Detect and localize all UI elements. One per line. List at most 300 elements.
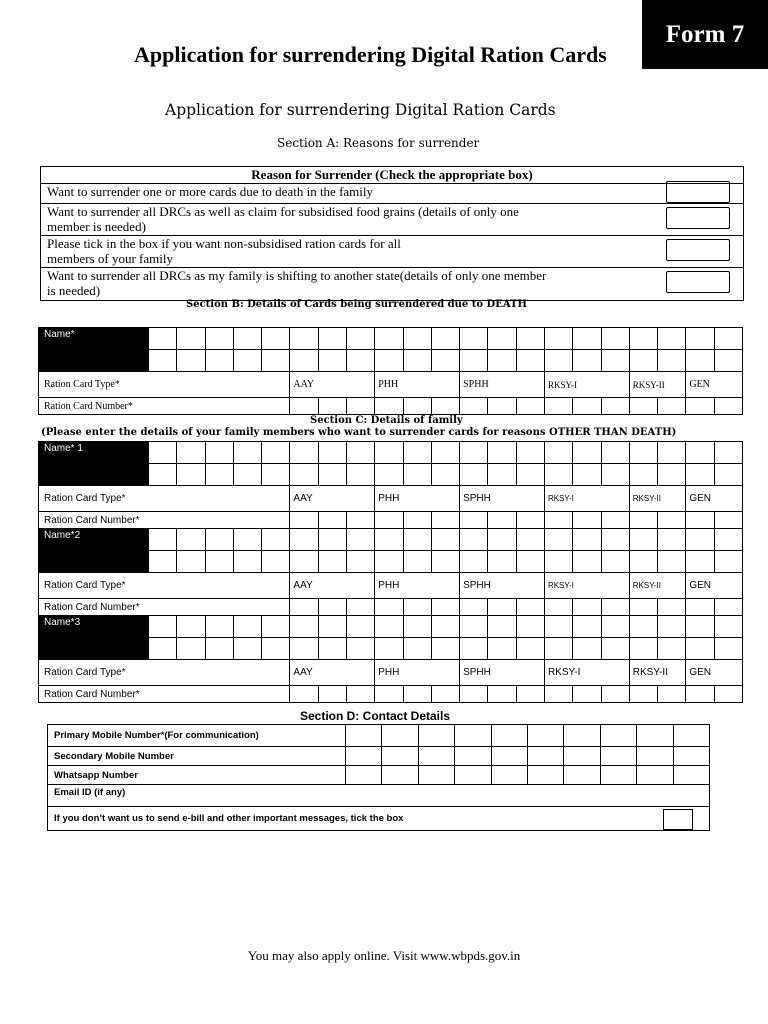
name-char-box[interactable] [149,350,177,372]
card-number-box[interactable] [658,686,686,703]
card-number-box[interactable] [290,512,318,529]
card-number-box[interactable] [375,512,403,529]
footer-note: You may also apply online. Visit www.wbpds.gov.in [247,948,521,963]
name-char-box[interactable] [714,638,742,660]
card-number-box[interactable] [375,599,403,616]
name-char-box[interactable] [629,529,657,551]
card-number-box[interactable] [516,686,544,703]
name-char-box[interactable] [149,464,177,486]
name-char-box[interactable] [403,350,431,372]
whatsapp-digit-box[interactable] [346,766,382,785]
mobile-digit-box[interactable] [637,747,673,766]
card-number-box[interactable] [290,686,318,703]
name-char-box[interactable] [714,442,742,464]
mobile-digit-box[interactable] [418,747,454,766]
card-number-box[interactable] [629,512,657,529]
name-char-box[interactable] [544,328,572,350]
name-char-box[interactable] [205,464,233,486]
card-type-option-phh[interactable]: PHH [375,573,460,599]
card-number-box[interactable] [403,686,431,703]
name-char-box[interactable] [177,638,205,660]
name-char-box[interactable] [714,616,742,638]
name-char-box[interactable] [686,616,714,638]
mobile-digit-box[interactable] [564,747,600,766]
card-number-box[interactable] [431,512,459,529]
ebill-optout-checkbox[interactable] [663,809,693,830]
death-card-table [38,327,743,415]
name-char-box[interactable] [686,442,714,464]
mobile-digit-box[interactable] [382,747,418,766]
card-type-option-sphh[interactable]: SPHH [460,660,545,686]
name-char-box[interactable] [629,638,657,660]
name-char-box[interactable] [177,616,205,638]
name-char-box[interactable] [375,551,403,573]
name-char-box[interactable] [658,638,686,660]
whatsapp-digit-box[interactable] [382,766,418,785]
name-char-box[interactable] [290,350,318,372]
name-char-box[interactable] [149,328,177,350]
card-number-box[interactable] [516,398,544,415]
card-type-option-rksy-i[interactable]: RKSY-I [544,573,629,599]
name-char-box[interactable] [431,328,459,350]
card-number-box[interactable] [431,686,459,703]
card-type-option-gen[interactable]: GEN [686,660,743,686]
name-char-box[interactable] [629,328,657,350]
name-char-box[interactable] [375,638,403,660]
card-number-box[interactable] [346,599,374,616]
name-char-box[interactable] [346,616,374,638]
name-char-box[interactable] [488,529,516,551]
name-char-box[interactable] [290,442,318,464]
card-type-option-aay[interactable]: AAY [290,372,375,398]
name-char-box[interactable] [149,551,177,573]
card-type-option-rksy-i[interactable]: RKSY-I [544,660,629,686]
card-type-option-sphh[interactable]: SPHH [460,486,545,512]
name-char-box[interactable] [686,350,714,372]
card-number-box[interactable] [488,686,516,703]
card-type-option-gen[interactable]: GEN [686,372,743,398]
name-char-box[interactable] [262,616,290,638]
card-number-box[interactable] [686,686,714,703]
card-number-box[interactable] [714,599,742,616]
name-char-box[interactable] [629,551,657,573]
card-number-box[interactable] [290,398,318,415]
card-number-box[interactable] [544,398,572,415]
card-number-box[interactable] [290,599,318,616]
card-type-option-phh[interactable]: PHH [375,372,460,398]
name-char-box[interactable] [601,638,629,660]
name-char-box[interactable] [346,551,374,573]
name-char-box[interactable] [431,638,459,660]
name-char-box[interactable] [346,350,374,372]
name-char-box[interactable] [233,638,261,660]
name-char-box[interactable] [629,464,657,486]
name-char-box[interactable] [431,616,459,638]
name-char-box[interactable] [290,638,318,660]
name-char-box[interactable] [318,616,346,638]
card-number-box[interactable] [714,686,742,703]
name-char-box[interactable] [233,328,261,350]
member-card-number-label: Ration Card Number* [39,686,290,703]
mobile-digit-box[interactable] [673,725,709,747]
card-number-box[interactable] [601,686,629,703]
name-char-box[interactable] [375,328,403,350]
card-type-option-rksy-i[interactable]: RKSY-I [544,372,629,398]
mobile-digit-box[interactable] [382,725,418,747]
card-number-box[interactable] [431,398,459,415]
card-type-option-phh[interactable]: PHH [375,660,460,686]
card-number-box[interactable] [318,686,346,703]
card-number-box[interactable] [318,398,346,415]
name-char-box[interactable] [403,551,431,573]
card-type-option-rksy-i[interactable]: RKSY-I [544,486,629,512]
name-char-box[interactable] [573,442,601,464]
name-char-box[interactable] [177,328,205,350]
card-number-box[interactable] [629,398,657,415]
name-char-box[interactable] [544,350,572,372]
name-char-box[interactable] [686,328,714,350]
name-char-box[interactable] [177,464,205,486]
card-number-box[interactable] [686,512,714,529]
name-char-box[interactable] [516,328,544,350]
name-char-box[interactable] [686,529,714,551]
name-char-box[interactable] [488,616,516,638]
name-char-box[interactable] [346,638,374,660]
form-number-badge [642,0,768,69]
name-char-box[interactable] [177,551,205,573]
name-char-box[interactable] [601,529,629,551]
name-char-box[interactable] [233,551,261,573]
card-number-box[interactable] [544,686,572,703]
reason-checkbox-non-subsidised[interactable] [666,239,730,261]
name-char-box[interactable] [629,350,657,372]
name-char-box[interactable] [460,551,488,573]
name-char-box[interactable] [262,442,290,464]
mobile-digit-box[interactable] [346,747,382,766]
name-char-box[interactable] [516,638,544,660]
mobile-digit-box[interactable] [673,747,709,766]
mobile-digit-box[interactable] [527,725,563,747]
name-char-box[interactable] [262,638,290,660]
mobile-digit-box[interactable] [491,747,527,766]
name-char-box[interactable] [488,350,516,372]
whatsapp-digit-box[interactable] [455,766,491,785]
name-char-box[interactable] [488,464,516,486]
name-char-box[interactable] [601,442,629,464]
card-number-box[interactable] [658,512,686,529]
card-number-box[interactable] [346,686,374,703]
name-char-box[interactable] [658,551,686,573]
name-char-box[interactable] [488,551,516,573]
card-number-box[interactable] [714,398,742,415]
card-number-box[interactable] [375,398,403,415]
name-char-box[interactable] [177,442,205,464]
mobile-digit-box[interactable] [491,725,527,747]
name-char-box[interactable] [375,442,403,464]
name-char-box[interactable] [544,464,572,486]
name-char-box[interactable] [544,529,572,551]
card-number-box[interactable] [629,686,657,703]
name-char-box[interactable] [714,551,742,573]
card-number-box[interactable] [686,599,714,616]
name-char-box[interactable] [318,464,346,486]
name-char-box[interactable] [460,442,488,464]
name-char-box[interactable] [516,442,544,464]
card-number-box[interactable] [573,599,601,616]
name-char-box[interactable] [177,350,205,372]
name-char-box[interactable] [658,442,686,464]
card-number-box[interactable] [714,512,742,529]
name-char-box[interactable] [403,328,431,350]
name-char-box[interactable] [516,350,544,372]
name-char-box[interactable] [573,529,601,551]
card-number-box[interactable] [544,599,572,616]
name-char-box[interactable] [290,328,318,350]
name-char-box[interactable] [431,551,459,573]
name-char-box[interactable] [544,442,572,464]
name-char-box[interactable] [205,638,233,660]
mobile-digit-box[interactable] [455,747,491,766]
name-char-box[interactable] [601,464,629,486]
card-number-box[interactable] [601,398,629,415]
name-char-box[interactable] [290,551,318,573]
name-char-box[interactable] [149,529,177,551]
name-char-box[interactable] [516,529,544,551]
name-char-box[interactable] [460,328,488,350]
whatsapp-digit-box[interactable] [564,766,600,785]
name-char-box[interactable] [262,464,290,486]
name-char-box[interactable] [686,464,714,486]
card-type-option-sphh[interactable]: SPHH [460,372,545,398]
name-char-box[interactable] [346,464,374,486]
name-char-box[interactable] [205,350,233,372]
card-number-box[interactable] [460,686,488,703]
name-char-box[interactable] [431,350,459,372]
card-number-box[interactable] [403,599,431,616]
card-number-box[interactable] [346,512,374,529]
name-char-box[interactable] [403,638,431,660]
name-char-box[interactable] [262,350,290,372]
name-char-box[interactable] [516,464,544,486]
card-number-box[interactable] [460,599,488,616]
name-char-box[interactable] [205,328,233,350]
name-char-box[interactable] [686,638,714,660]
name-char-box[interactable] [346,442,374,464]
reason-row-surrender-all [41,204,743,236]
card-type-option-aay[interactable]: AAY [290,660,375,686]
card-type-option-rksy-ii[interactable]: RKSY-II [629,660,686,686]
card-type-option-rksy-ii[interactable]: RKSY-II [629,372,686,398]
name-char-box[interactable] [629,616,657,638]
contact-table [47,724,710,831]
name-char-box[interactable] [488,328,516,350]
whatsapp-digit-box[interactable] [637,766,673,785]
name-char-box[interactable] [460,464,488,486]
form-number: Form 7 [665,20,745,48]
mobile-digit-box[interactable] [346,725,382,747]
name-char-box[interactable] [233,464,261,486]
reason-checkbox-surrender-all[interactable] [666,207,730,229]
name-char-box[interactable] [658,328,686,350]
member-card-type-label: Ration Card Type* [39,660,290,686]
name-char-box[interactable] [375,350,403,372]
name-char-box[interactable] [516,616,544,638]
card-number-box[interactable] [601,512,629,529]
reason-checkbox-death[interactable] [666,181,730,203]
name-char-box[interactable] [318,551,346,573]
name-char-box[interactable] [318,638,346,660]
card-type-option-aay[interactable]: AAY [290,486,375,512]
card-type-option-rksy-ii[interactable]: RKSY-II [629,486,686,512]
name-char-box[interactable] [375,464,403,486]
card-number-box[interactable] [573,512,601,529]
name-char-box[interactable] [658,464,686,486]
name-char-box[interactable] [714,529,742,551]
name-char-box[interactable] [686,551,714,573]
card-number-box[interactable] [544,512,572,529]
name-char-box[interactable] [601,551,629,573]
name-char-box[interactable] [233,529,261,551]
whatsapp-digit-box[interactable] [527,766,563,785]
card-number-box[interactable] [516,599,544,616]
name-char-box[interactable] [601,328,629,350]
card-number-box[interactable] [318,599,346,616]
name-char-box[interactable] [290,464,318,486]
email-field[interactable] [48,785,710,807]
card-number-box[interactable] [658,599,686,616]
name-char-box[interactable] [149,616,177,638]
card-number-box[interactable] [318,512,346,529]
card-type-option-gen[interactable]: GEN [686,486,743,512]
name-char-box[interactable] [318,328,346,350]
card-type-option-aay[interactable]: AAY [290,573,375,599]
card-number-box[interactable] [488,398,516,415]
name-char-box[interactable] [488,442,516,464]
name-char-box[interactable] [714,350,742,372]
name-char-box[interactable] [658,350,686,372]
whatsapp-digit-box[interactable] [491,766,527,785]
card-number-box[interactable] [488,512,516,529]
name-char-box[interactable] [573,616,601,638]
name-char-box[interactable] [460,529,488,551]
name-char-box[interactable] [149,442,177,464]
name-char-box[interactable] [573,350,601,372]
card-type-option-gen[interactable]: GEN [686,573,743,599]
name-char-box[interactable] [403,442,431,464]
mobile-digit-box[interactable] [527,747,563,766]
card-number-box[interactable] [629,599,657,616]
name-char-box[interactable] [431,464,459,486]
card-type-option-rksy-ii[interactable]: RKSY-II [629,573,686,599]
name-char-box[interactable] [290,529,318,551]
name-char-box[interactable] [290,616,318,638]
name-char-box[interactable] [544,616,572,638]
mobile-digit-box[interactable] [637,725,673,747]
name-char-box[interactable] [318,350,346,372]
name-char-box[interactable] [573,551,601,573]
name-char-box[interactable] [544,638,572,660]
card-number-box[interactable] [488,599,516,616]
name-char-box[interactable] [233,616,261,638]
name-char-box[interactable] [460,350,488,372]
card-number-box[interactable] [686,398,714,415]
name-char-box[interactable] [488,638,516,660]
name-char-box[interactable] [460,616,488,638]
name-char-box[interactable] [431,529,459,551]
mobile-digit-box[interactable] [600,725,636,747]
name-char-box[interactable] [516,551,544,573]
name-char-box[interactable] [262,328,290,350]
name-char-box[interactable] [318,529,346,551]
card-number-box[interactable] [460,398,488,415]
card-number-box[interactable] [375,686,403,703]
name-char-box[interactable] [375,616,403,638]
name-char-box[interactable] [262,551,290,573]
name-char-box[interactable] [658,529,686,551]
name-char-box[interactable] [233,350,261,372]
name-char-box[interactable] [544,551,572,573]
name-char-box[interactable] [205,529,233,551]
name-char-box[interactable] [601,616,629,638]
name-char-box[interactable] [403,616,431,638]
card-number-box[interactable] [403,398,431,415]
name-char-box[interactable] [573,464,601,486]
name-char-box[interactable] [375,529,403,551]
name-char-box[interactable] [262,529,290,551]
mobile-digit-box[interactable] [418,725,454,747]
name-char-box[interactable] [601,350,629,372]
card-number-box[interactable] [658,398,686,415]
card-number-box[interactable] [431,599,459,616]
card-type-option-sphh[interactable]: SPHH [460,573,545,599]
mobile-digit-box[interactable] [455,725,491,747]
card-number-box[interactable] [516,512,544,529]
name-char-box[interactable] [714,328,742,350]
name-char-box[interactable] [205,442,233,464]
card-number-box[interactable] [403,512,431,529]
name-char-box[interactable] [573,638,601,660]
mobile-digit-box[interactable] [600,747,636,766]
name-char-box[interactable] [205,616,233,638]
name-char-box[interactable] [431,442,459,464]
name-char-box[interactable] [629,442,657,464]
whatsapp-digit-box[interactable] [600,766,636,785]
whatsapp-digit-box[interactable] [418,766,454,785]
name-char-box[interactable] [714,464,742,486]
name-char-box[interactable] [403,464,431,486]
name-char-box[interactable] [318,442,346,464]
reason-checkbox-shifting[interactable] [666,271,730,293]
name-char-box[interactable] [346,529,374,551]
card-number-box[interactable] [346,398,374,415]
mobile-digit-box[interactable] [564,725,600,747]
name-char-box[interactable] [205,551,233,573]
name-char-box[interactable] [658,616,686,638]
name-char-box[interactable] [460,638,488,660]
whatsapp-digit-box[interactable] [673,766,709,785]
name-char-box[interactable] [346,328,374,350]
card-number-box[interactable] [573,398,601,415]
name-char-box[interactable] [149,638,177,660]
name-char-box[interactable] [177,529,205,551]
name-char-box[interactable] [233,442,261,464]
card-number-box[interactable] [601,599,629,616]
name-char-box[interactable] [403,529,431,551]
card-type-option-phh[interactable]: PHH [375,486,460,512]
card-number-box[interactable] [460,512,488,529]
name-char-box[interactable] [573,328,601,350]
card-number-box[interactable] [573,686,601,703]
